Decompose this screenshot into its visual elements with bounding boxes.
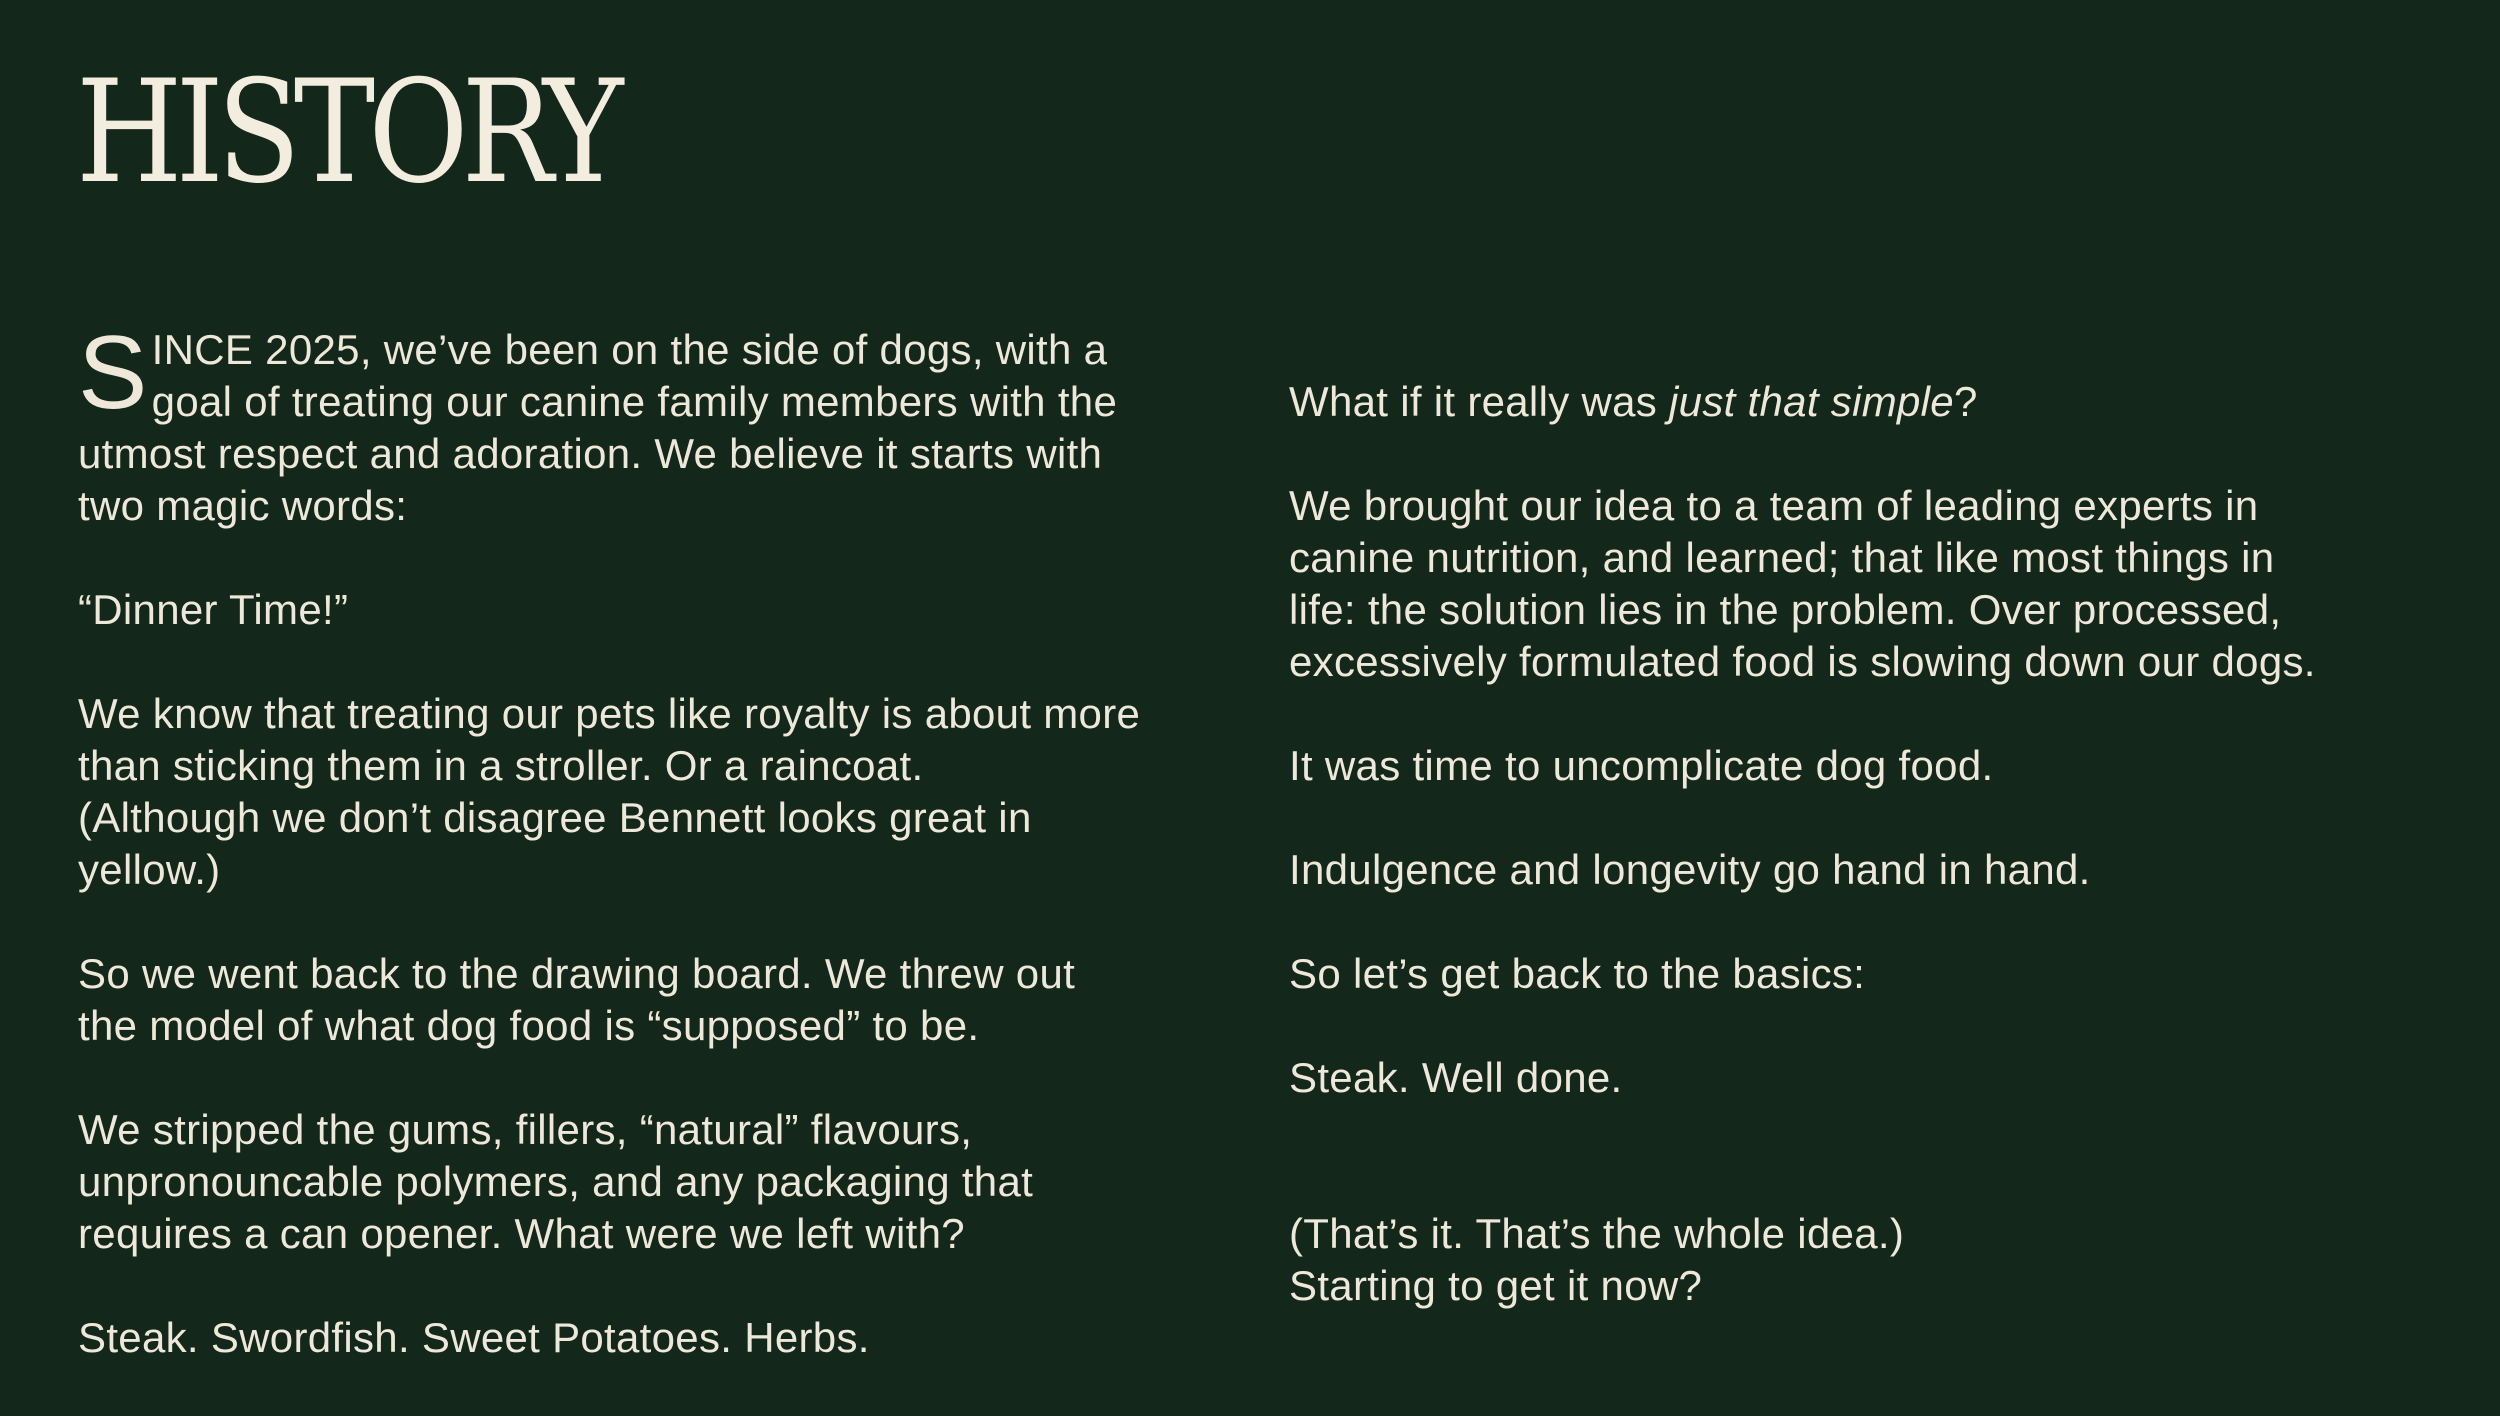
- intro-line-2: goal of treating our canine family members with the: [151, 378, 1118, 425]
- royalty-line-4: yellow.): [78, 846, 221, 893]
- dinner-time-quote: “Dinner Time!”: [78, 586, 349, 633]
- intro-line-1: INCE 2025, we’ve been on the side of dogs, with a: [151, 326, 1108, 373]
- basics-paragraph: [1289, 948, 2439, 1000]
- question-prefix: What if it really was: [1289, 378, 1670, 425]
- drawing-board-line-2: the model of what dog food is “supposed” to be.: [78, 1002, 980, 1049]
- spacer: [1289, 1156, 2439, 1208]
- stripped-line-3: requires a can opener. What were we left with?: [78, 1210, 965, 1257]
- indulgence-line: Indulgence and longevity go hand in hand.: [1289, 846, 2091, 893]
- left-column: [78, 315, 1228, 1416]
- drop-cap: S: [78, 315, 148, 431]
- stripped-paragraph: [78, 1104, 1228, 1260]
- intro-paragraph: [78, 315, 1228, 532]
- intro-line-3: utmost respect and adoration. We believe it starts with: [78, 430, 1103, 477]
- closing-line-2: Starting to get it now?: [1289, 1262, 1703, 1309]
- question-line: [1289, 376, 2439, 428]
- royalty-paragraph: [78, 688, 1228, 896]
- page-title: HISTORY: [76, 50, 617, 215]
- right-column: [1289, 376, 2439, 1364]
- closing-line-1: (That’s it. That’s the whole idea.): [1289, 1210, 1905, 1257]
- uncomplicate-paragraph: [1289, 740, 2439, 792]
- experts-line-4: excessively formulated food is slowing down our dogs.: [1289, 638, 2316, 685]
- uncomplicate-line: It was time to uncomplicate dog food.: [1289, 742, 1994, 789]
- steak-paragraph: [1289, 1052, 2439, 1104]
- drawing-board-line-1: So we went back to the drawing board. We threw out: [78, 950, 1076, 997]
- ingredients-paragraph: [78, 1312, 1228, 1364]
- basics-line: So let’s get back to the basics:: [1289, 950, 1866, 997]
- ingredients-line: Steak. Swordfish. Sweet Potatoes. Herbs.: [78, 1314, 870, 1361]
- experts-line-1: We brought our idea to a team of leading experts in: [1289, 482, 2259, 529]
- indulgence-paragraph: [1289, 844, 2439, 896]
- closing-paragraph: [1289, 1208, 2439, 1312]
- stripped-line-2: unpronouncable polymers, and any packaging that: [78, 1158, 1034, 1205]
- steak-line: Steak. Well done.: [1289, 1054, 1623, 1101]
- stripped-line-1: We stripped the gums, fillers, “natural” flavours,: [78, 1106, 973, 1153]
- quote-paragraph: [78, 584, 1228, 636]
- drawing-board-paragraph: [78, 948, 1228, 1052]
- intro-line-4: two magic words:: [78, 482, 408, 529]
- question-paragraph: [1289, 376, 2439, 428]
- experts-line-3: life: the solution lies in the problem. Over processed,: [1289, 586, 2282, 633]
- royalty-line-3: (Although we don’t disagree Bennett looks great in: [78, 794, 1032, 841]
- question-emphasis: just that simple: [1669, 378, 1954, 425]
- experts-paragraph: [1289, 480, 2439, 688]
- royalty-line-1: We know that treating our pets like royalty is about more: [78, 690, 1141, 737]
- question-suffix: ?: [1953, 378, 1978, 425]
- royalty-line-2: than sticking them in a stroller. Or a raincoat.: [78, 742, 924, 789]
- experts-line-2: canine nutrition, and learned; that like most things in: [1289, 534, 2275, 581]
